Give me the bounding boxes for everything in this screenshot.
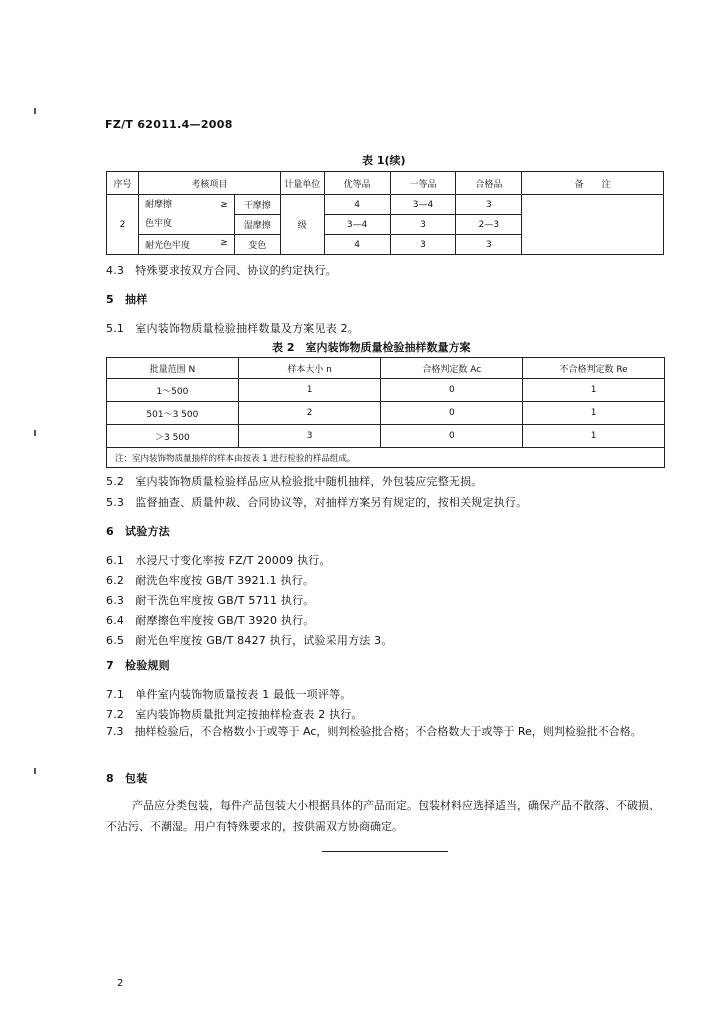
section-8-heading: 8 包装 (106, 772, 148, 785)
table2-header-cell: 合格判定数 Ac (381, 358, 523, 379)
table1-cell: 3—4 (324, 215, 390, 235)
table2-cell: 501～3 500 (107, 402, 239, 425)
table1-header-cell: 优等品 (324, 172, 390, 195)
clause-6-5: 6.5 耐光色牢度按 GB/T 8427 执行，试验采用方法 3。 (106, 634, 393, 647)
page-number: 2 (117, 978, 124, 989)
clause-6-4: 6.4 耐摩擦色牢度按 GB/T 3920 执行。 (106, 614, 315, 627)
table1-cell: 3 (456, 235, 522, 255)
table1-row (107, 195, 664, 215)
table2-note-row (107, 448, 665, 468)
table2-cell: 0 (381, 402, 523, 425)
table2-caption: 表 2 室内装饰物质量检验抽样数量方案 (272, 341, 471, 354)
scan-mark (34, 430, 36, 436)
section-5-heading: 5 抽样 (106, 293, 148, 306)
table1-unit: 级 (280, 195, 324, 255)
table2-row (107, 402, 665, 425)
table1-sub-dry: 干摩擦 (234, 195, 280, 215)
table1-item-rub: 耐摩擦 ≥ 色牢度 (138, 195, 234, 235)
section-6-heading: 6 试验方法 (106, 525, 170, 538)
clause-7-2: 7.2 室内装饰物质量批判定按抽样检查表 2 执行。 (106, 708, 363, 721)
table1-cell: 3—4 (390, 195, 456, 215)
scan-mark (34, 768, 36, 774)
table2-row (107, 379, 665, 402)
table1-item-light: 耐光色牢度 ≥ (138, 235, 234, 255)
section-8-paragraph: 产品应分类包装，每件产品包装大小根据具体的产品而定。包装材料应选择适当，确保产品不散落、不破损、不沾污、不潮湿。用户有特殊要求的，按供需双方协商确定。 (106, 799, 660, 833)
clause-6-3: 6.3 耐干洗色牢度按 GB/T 5711 执行。 (106, 594, 315, 607)
table2-cell: 0 (381, 379, 523, 402)
table1-sub-change: 变色 (234, 235, 280, 255)
table2-header-cell: 样本大小 n (238, 358, 381, 379)
table1-header-row (107, 172, 664, 195)
table2-note: 注：室内装饰物质量抽样的样本由按表 1 进行检验的样品组成。 (107, 448, 665, 468)
clause-7-3: 7.3 抽样检验后，不合格数小于或等于 Ac，则判检验批合格；不合格数大于或等于 Re，则判检验批不合格。 (106, 725, 642, 738)
table2-cell: 1 (523, 402, 665, 425)
table2-header-row (107, 358, 665, 379)
table1-header-cell: 一等品 (390, 172, 456, 195)
section-7-heading: 7 检验规则 (106, 659, 170, 672)
clause-6-2: 6.2 耐洗色牢度按 GB/T 3921.1 执行。 (106, 574, 315, 587)
clause-6-1: 6.1 水浸尺寸变化率按 FZ/T 20009 执行。 (106, 554, 331, 567)
table2-row (107, 425, 665, 448)
table2-cell: 1 (523, 425, 665, 448)
table1-remarks (522, 195, 664, 255)
table1-cell: 2—3 (456, 215, 522, 235)
table2-cell: 1 (238, 379, 381, 402)
clause-5-2: 5.2 室内装饰物质量检验样品应从检验批中随机抽样，外包装应完整无损。 (106, 475, 483, 488)
standard-code: FZ/T 62011.4—2008 (105, 118, 233, 131)
table1-cell: 4 (324, 235, 390, 255)
table2-cell: 0 (381, 425, 523, 448)
table1 (106, 171, 664, 255)
table1-seq: 2 (107, 195, 139, 255)
scan-mark (34, 108, 36, 114)
clause-5-3: 5.3 监督抽查、质量仲裁、合同协议等，对抽样方案另有规定的，按相关规定执行。 (106, 496, 528, 509)
table2 (106, 357, 665, 468)
table2-cell: 1～500 (107, 379, 239, 402)
table2-header-cell: 批量范围 N (107, 358, 239, 379)
table1-header-cell: 备 注 (522, 172, 664, 195)
table1-header-cell: 合格品 (456, 172, 522, 195)
end-rule (322, 851, 448, 852)
clause-7-1: 7.1 单件室内装饰物质量按表 1 最低一项评等。 (106, 688, 352, 701)
table2-cell: 2 (238, 402, 381, 425)
table1-cell: 4 (324, 195, 390, 215)
table2-header-cell: 不合格判定数 Re (523, 358, 665, 379)
table1-header-cell: 序号 (107, 172, 139, 195)
table1-cell: 3 (390, 235, 456, 255)
table1-cell: 3 (456, 195, 522, 215)
table1-sub-wet: 湿摩擦 (234, 215, 280, 235)
table1-cell: 3 (390, 215, 456, 235)
clause-4-3: 4.3 特殊要求按双方合同、协议的约定执行。 (106, 264, 337, 277)
table2-cell: 1 (523, 379, 665, 402)
table1-header-cell: 计量单位 (280, 172, 324, 195)
clause-5-1: 5.1 室内装饰物质量检验抽样数量及方案见表 2。 (106, 322, 359, 335)
table2-cell: 3 (238, 425, 381, 448)
table2-cell: ＞3 500 (107, 425, 239, 448)
table1-header-cell: 考核项目 (138, 172, 280, 195)
table1-caption: 表 1(续) (362, 154, 406, 167)
